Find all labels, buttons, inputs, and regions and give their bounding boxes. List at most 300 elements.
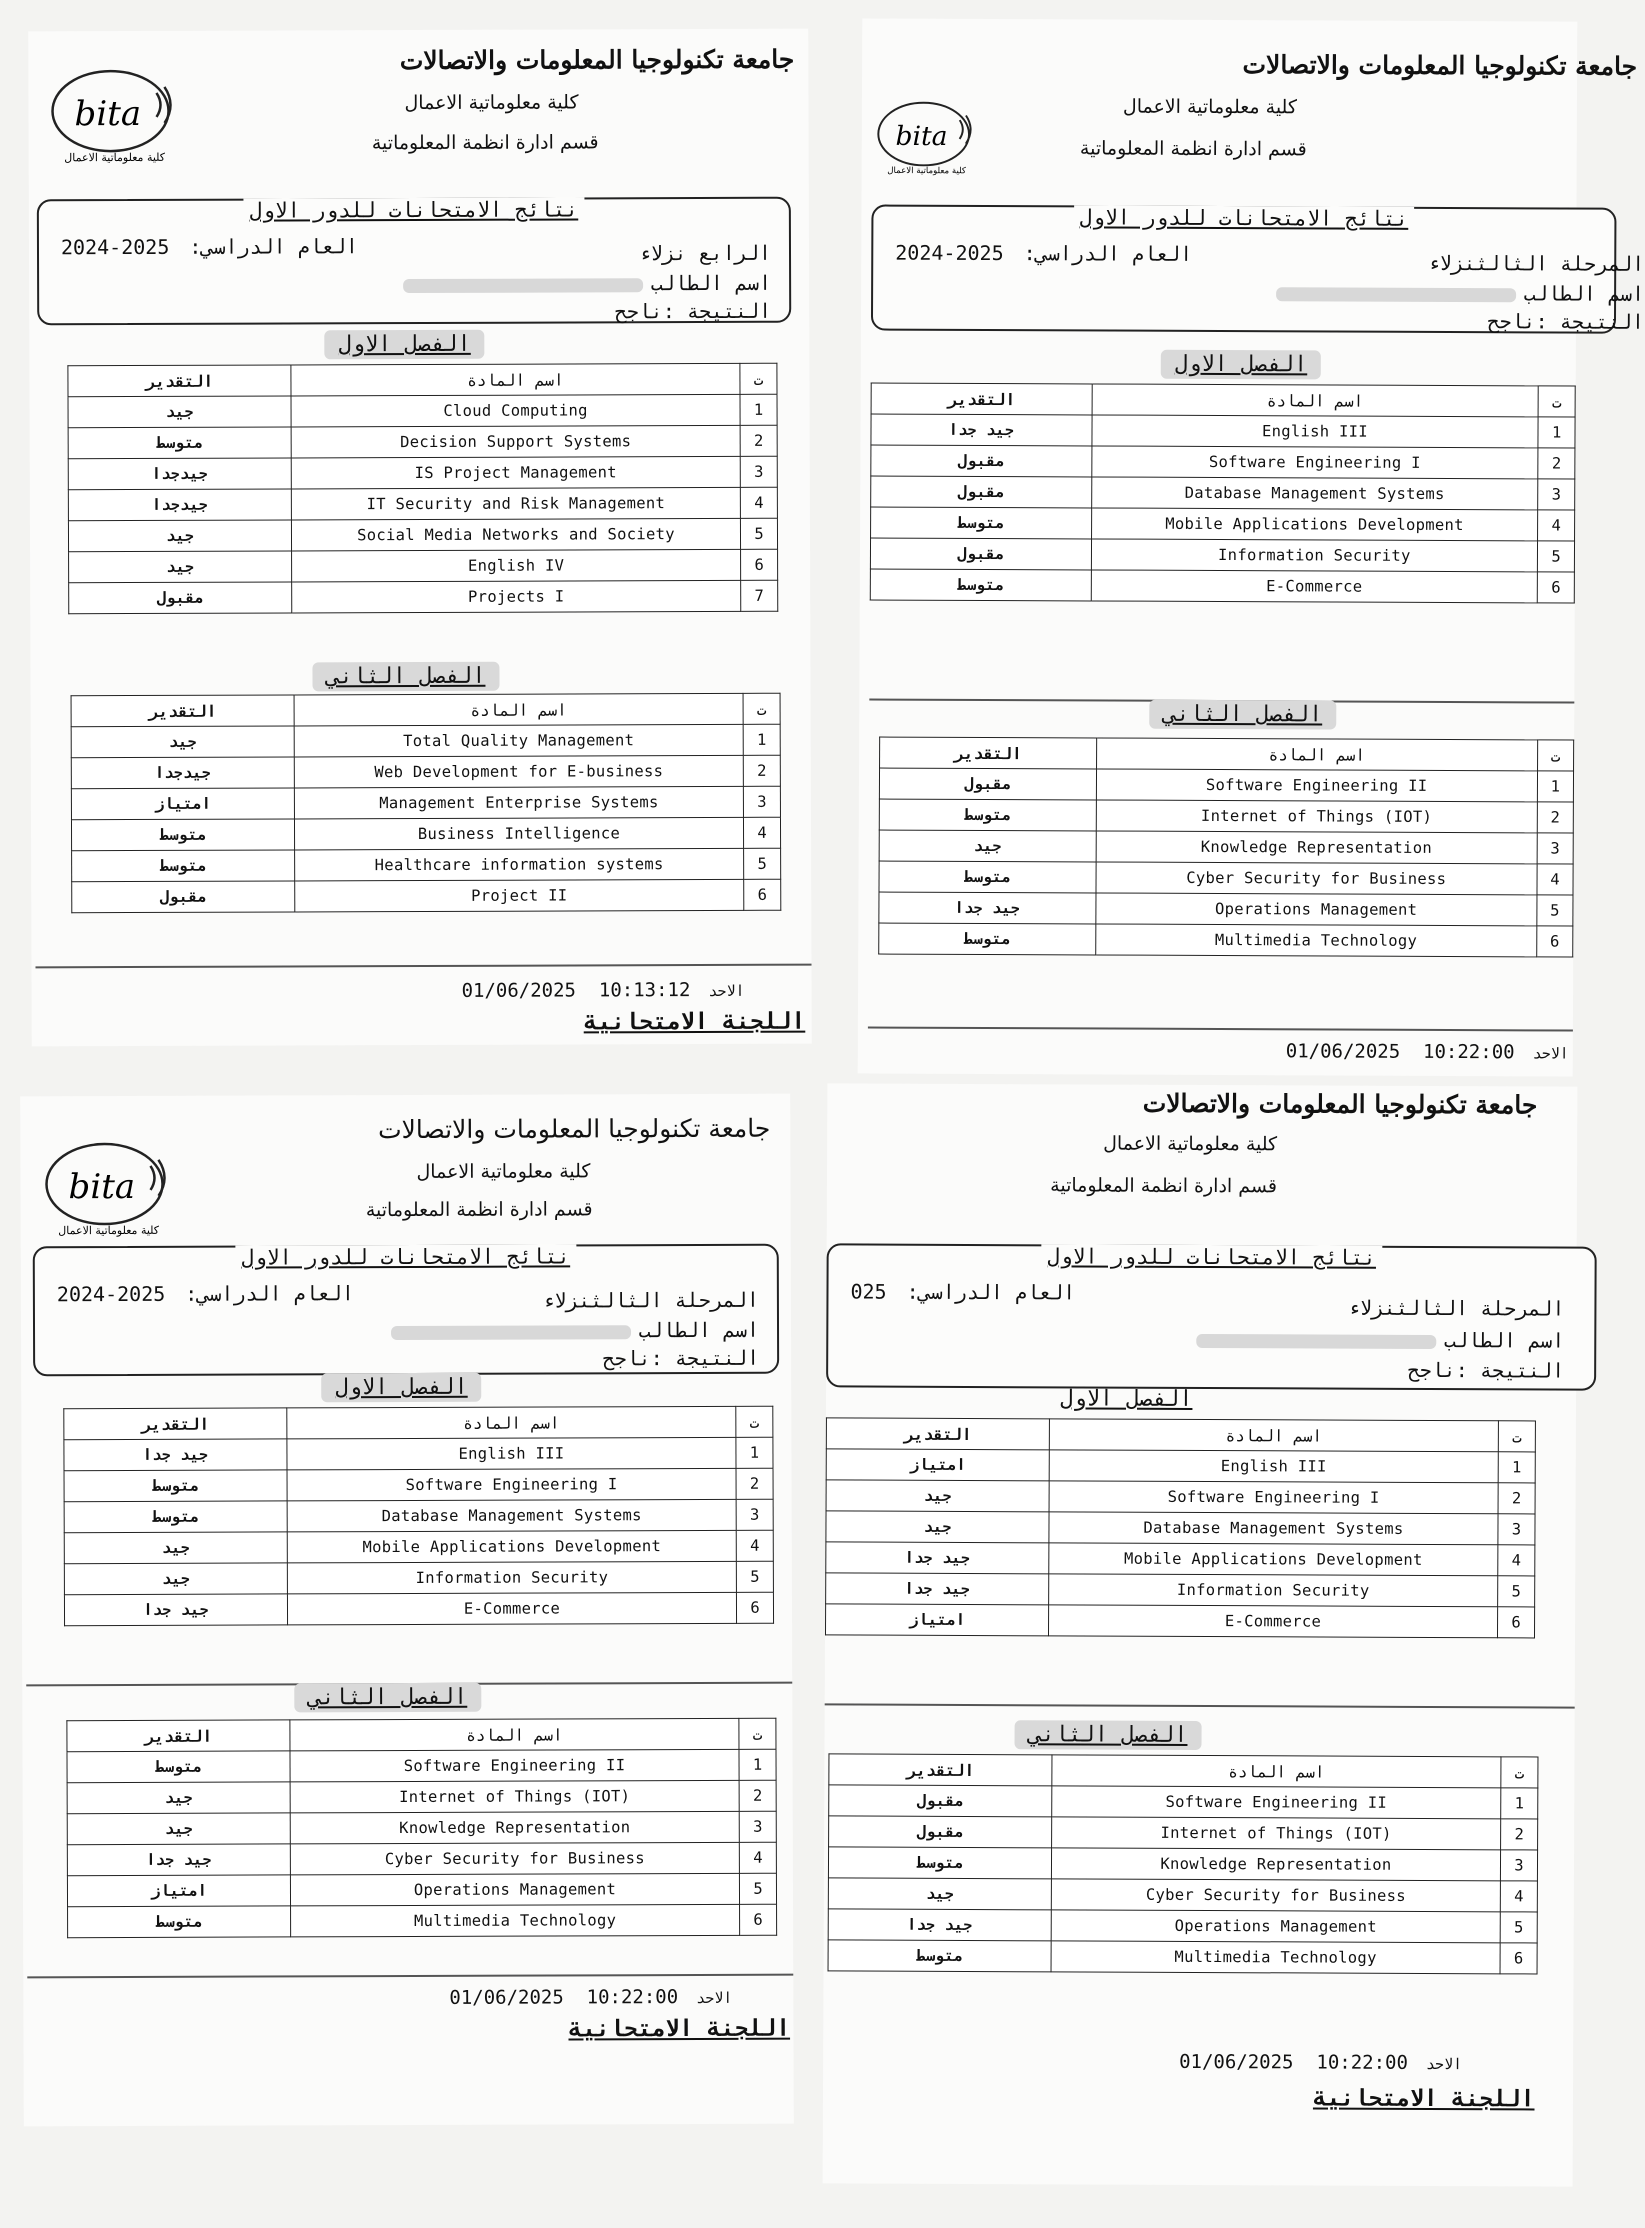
redacted-name	[1276, 287, 1516, 302]
grade-cell: امتياز	[71, 788, 294, 820]
time-value: 10:22:00	[1316, 2051, 1408, 2074]
grade-cell: جيدجدا	[68, 489, 291, 521]
row-number-cell: 2	[1498, 1483, 1535, 1514]
subject-cell: English IV	[292, 549, 741, 582]
grade-cell: جيد	[64, 1563, 287, 1595]
semester-2-table	[71, 693, 782, 913]
grade-cell: مقبول	[871, 476, 1092, 508]
logo-subtitle: كلية معلوماتية الاعمال	[58, 1223, 160, 1238]
subject-cell: Web Development for E-business	[294, 755, 743, 788]
row-number-cell: 2	[743, 755, 780, 786]
day-value: الاحد	[708, 981, 745, 1000]
table-row	[64, 1499, 773, 1532]
print-datetime	[449, 1986, 732, 2009]
row-number-cell: 6	[1500, 1943, 1537, 1974]
col-grade: التقدير	[871, 383, 1092, 415]
table-row	[68, 518, 777, 551]
academic-year: العام الدراسي:025	[850, 1279, 1076, 1305]
subject-cell: Mobile Applications Development	[1049, 1543, 1498, 1576]
grade-cell: متوسط	[67, 1751, 290, 1783]
table-row	[829, 1816, 1538, 1850]
subject-cell: Knowledge Representation	[1096, 831, 1537, 864]
table-row	[826, 1511, 1535, 1545]
grade-cell: امتياز	[67, 1875, 290, 1907]
student-name: اسم الطالب	[1276, 280, 1645, 306]
table-row	[826, 1449, 1535, 1483]
subject-cell: Information Security	[1049, 1574, 1498, 1607]
row-number-cell: 6	[741, 549, 778, 580]
table-body	[870, 414, 1575, 603]
col-subject: اسم المادة	[294, 693, 743, 726]
subject-cell: Software Engineering II	[1052, 1786, 1501, 1819]
table-row	[870, 538, 1574, 572]
subject-cell: Cyber Security for Business	[290, 1842, 739, 1875]
subject-cell: Internet of Things (IOT)	[1052, 1817, 1501, 1850]
table-row	[826, 1480, 1535, 1514]
grade-cell: متوسط	[828, 1847, 1051, 1879]
row-number-cell: 5	[1538, 541, 1575, 572]
subject-cell: Software Engineering I	[1091, 446, 1538, 479]
academic-year: العام الدراسي:2024-2025	[56, 1281, 354, 1307]
col-subject: اسم المادة	[291, 363, 740, 396]
table-row	[69, 549, 778, 582]
grade-cell: جيد	[879, 830, 1096, 862]
sheet-header	[862, 18, 1638, 177]
row-number-cell: 3	[740, 456, 777, 487]
col-grade: التقدير	[826, 1418, 1049, 1450]
table-row	[68, 456, 777, 489]
semester-1-title: الفصل الاول	[1059, 1386, 1193, 1412]
exam-title: نتائج الامتحانات للدور الاول	[1074, 205, 1415, 230]
exam-title: نتائج الامتحانات للدور الاول	[1041, 1244, 1382, 1269]
divider	[35, 964, 811, 969]
row-number-cell: 3	[743, 786, 780, 817]
grade-cell: متوسط	[68, 1906, 291, 1938]
row-number-cell: 5	[1500, 1912, 1537, 1943]
grade-cell: مقبول	[829, 1816, 1052, 1848]
redacted-name	[1196, 1333, 1436, 1348]
grade-cell: متوسط	[879, 923, 1096, 955]
row-number-cell: 6	[1497, 1607, 1534, 1638]
grade-cell: متوسط	[64, 1501, 287, 1533]
table-row	[64, 1468, 773, 1501]
exam-title: نتائج الامتحانات للدور الاول	[243, 197, 584, 222]
col-num: ت	[743, 693, 780, 724]
row-number-cell: 4	[743, 817, 780, 848]
exam-title: نتائج الامتحانات للدور الاول	[235, 1244, 576, 1269]
logo-text: bita	[74, 93, 142, 135]
row-number-cell: 2	[740, 425, 777, 456]
college-logo-icon	[38, 1126, 178, 1236]
row-number-cell: 6	[736, 1592, 773, 1623]
student-name: اسم الطالب	[391, 1318, 760, 1343]
table-header-row	[871, 383, 1575, 417]
row-number-cell: 3	[736, 1499, 773, 1530]
grade-cell: جيد	[69, 551, 292, 583]
college-name: كلية معلوماتية الاعمال	[404, 91, 579, 115]
subject-cell: Management Enterprise Systems	[294, 786, 743, 819]
col-num: ت	[1538, 386, 1575, 417]
table-row	[69, 580, 778, 613]
table-row	[828, 1909, 1537, 1943]
student-info-box	[871, 204, 1645, 334]
row-number-cell: 1	[743, 724, 780, 755]
col-num: ت	[740, 363, 777, 394]
table-row	[71, 724, 780, 757]
grade-cell: متوسط	[72, 850, 295, 882]
col-subject: اسم المادة	[1092, 384, 1539, 417]
table-header-row	[71, 693, 780, 726]
print-datetime	[1179, 2051, 1462, 2074]
student-stage: المرحلة الثالثنزلاء	[1427, 250, 1645, 276]
grade-cell: جيدجدا	[68, 458, 291, 490]
col-grade: التقدير	[64, 1408, 287, 1440]
college-name: كلية معلوماتية الاعمال	[416, 1160, 591, 1183]
row-number-cell: 1	[739, 1749, 776, 1780]
table-row	[871, 476, 1575, 510]
row-number-cell: 5	[1498, 1576, 1535, 1607]
subject-cell: Multimedia Technology	[291, 1904, 740, 1937]
table-row	[71, 817, 780, 850]
row-number-cell: 4	[1500, 1881, 1537, 1912]
department-name: قسم ادارة انظمة المعلوماتية	[1050, 1174, 1278, 1198]
table-row	[67, 1749, 776, 1782]
table-row	[879, 830, 1573, 864]
col-num: ت	[736, 1406, 773, 1437]
semester-1-table	[67, 363, 778, 614]
subject-cell: Business Intelligence	[294, 817, 743, 850]
semester-1-table	[870, 382, 1576, 603]
row-number-cell: 3	[1500, 1850, 1537, 1881]
grade-cell: جيد	[828, 1878, 1051, 1910]
subject-cell: Multimedia Technology	[1051, 1941, 1500, 1974]
subject-cell: Knowledge Representation	[290, 1811, 739, 1844]
row-number-cell: 3	[1498, 1514, 1535, 1545]
academic-year: العام الدراسي:2024-2025	[895, 240, 1193, 266]
grade-cell: مقبول	[870, 538, 1091, 570]
semester-2-title: الفصل الثاني	[1149, 700, 1336, 730]
row-number-cell: 3	[1537, 833, 1573, 864]
subject-cell: IS Project Management	[291, 456, 740, 489]
col-grade: التقدير	[68, 365, 291, 397]
redacted-name	[391, 1325, 631, 1340]
table-body	[825, 1449, 1535, 1638]
table-body	[67, 1749, 777, 1937]
subject-cell: Database Management Systems	[1091, 477, 1538, 510]
table-header-row	[826, 1418, 1535, 1452]
exam-committee: اللجنة الامتحانية	[1312, 2085, 1535, 2113]
subject-cell: Software Engineering II	[290, 1749, 739, 1782]
col-num: ت	[1498, 1421, 1535, 1452]
subject-cell: Software Engineering I	[1049, 1481, 1498, 1514]
subject-cell: Healthcare information systems	[295, 848, 744, 881]
department-name: قسم ادارة انظمة المعلوماتية	[371, 131, 599, 155]
grade-cell: جيد	[68, 396, 291, 428]
col-num: ت	[739, 1718, 776, 1749]
grade-cell: جيد	[64, 1532, 287, 1564]
col-grade: التقدير	[829, 1754, 1052, 1786]
table-row	[826, 1573, 1535, 1607]
row-number-cell: 4	[1538, 510, 1575, 541]
table-row	[879, 861, 1573, 895]
row-number-cell: 1	[1501, 1788, 1538, 1819]
table-body	[828, 1785, 1538, 1974]
table-row	[879, 892, 1573, 926]
student-result: النتيجة :ناجح	[1487, 309, 1645, 334]
col-subject: اسم المادة	[1049, 1419, 1498, 1452]
table-row	[67, 1842, 776, 1875]
subject-cell: Decision Support Systems	[291, 425, 740, 458]
subject-cell: Mobile Applications Development	[1091, 508, 1538, 541]
col-subject: اسم المادة	[1052, 1755, 1501, 1788]
row-number-cell: 2	[1501, 1819, 1538, 1850]
row-number-cell: 4	[740, 487, 777, 518]
subject-cell: Total Quality Management	[294, 724, 743, 757]
grade-cell: جيد	[67, 1782, 290, 1814]
university-name: جامعة تكنولوجيا المعلومات والاتصالات	[1242, 50, 1638, 81]
grade-cell: متوسط	[879, 799, 1096, 831]
result-sheet-2	[858, 18, 1645, 1076]
row-number-cell: 6	[1538, 572, 1575, 603]
row-number-cell: 1	[740, 394, 777, 425]
grade-cell: جيد	[826, 1511, 1049, 1543]
subject-cell: Database Management Systems	[287, 1499, 736, 1532]
subject-cell: Projects I	[292, 580, 741, 613]
grade-cell: متوسط	[871, 507, 1092, 539]
row-number-cell: 5	[1537, 895, 1573, 926]
table-row	[67, 1780, 776, 1813]
date-value: 01/06/2025	[1179, 2050, 1294, 2074]
logo-subtitle: كلية معلوماتية الاعمال	[64, 150, 166, 165]
row-number-cell: 2	[736, 1468, 773, 1499]
subject-cell: E-Commerce	[287, 1592, 736, 1625]
student-info-box	[33, 1244, 779, 1377]
date-value: 01/06/2025	[461, 979, 577, 1002]
university-name: جامعة تكنولوجيا المعلومات والاتصالات	[399, 44, 795, 76]
table-row	[64, 1437, 773, 1470]
divider	[27, 1974, 793, 1979]
subject-cell: Software Engineering II	[1096, 769, 1537, 802]
student-stage: المرحلة الثالثنزلاء	[1347, 1295, 1565, 1321]
student-result: النتيجة :ناجح	[614, 298, 772, 324]
grade-cell: جيد جدا	[64, 1439, 287, 1471]
university-name: جامعة تكنولوجيا المعلومات والاتصالات	[377, 1113, 771, 1145]
grade-cell: جيد جدا	[826, 1542, 1049, 1574]
row-number-cell: 1	[1537, 771, 1573, 802]
col-subject: اسم المادة	[290, 1718, 739, 1751]
college-name: كلية معلوماتية الاعمال	[1122, 95, 1297, 119]
subject-cell: Cyber Security for Business	[1051, 1879, 1500, 1912]
student-stage: الرابع نزلاء	[638, 240, 772, 266]
subject-cell: Multimedia Technology	[1095, 924, 1536, 957]
grade-cell: جيد جدا	[871, 414, 1092, 446]
subject-cell: English III	[287, 1437, 736, 1470]
table-row	[72, 848, 781, 881]
subject-cell: Operations Management	[1095, 893, 1536, 926]
grade-cell: مقبول	[879, 768, 1096, 800]
table-header-row	[68, 363, 777, 396]
college-logo-icon	[872, 88, 982, 177]
table-row	[825, 1604, 1534, 1638]
day-value: الاحد	[1532, 1044, 1569, 1063]
row-number-cell: 5	[744, 848, 781, 879]
result-sheet-1	[28, 29, 812, 1047]
table-row	[829, 1785, 1538, 1819]
semester-2-title: الفصل الثاني	[294, 1683, 481, 1713]
date-value: 01/06/2025	[1285, 1040, 1401, 1063]
subject-cell: Knowledge Representation	[1051, 1848, 1500, 1881]
semester-2-table	[66, 1718, 777, 1938]
redacted-name	[403, 278, 643, 293]
row-number-cell: 6	[740, 1904, 777, 1935]
subject-cell: Operations Management	[290, 1873, 739, 1906]
subject-cell: E-Commerce	[1091, 570, 1538, 603]
student-name: اسم الطالب	[1196, 1327, 1565, 1353]
table-row	[64, 1592, 773, 1625]
table-row	[879, 799, 1573, 833]
subject-cell: E-Commerce	[1048, 1605, 1497, 1638]
logo-text: bita	[895, 120, 948, 153]
grade-cell: متوسط	[879, 861, 1096, 893]
semester-1-table	[63, 1406, 774, 1626]
grade-cell: مقبول	[69, 582, 292, 614]
grade-cell: جيدجدا	[71, 757, 294, 789]
grade-cell: جيد جدا	[879, 892, 1096, 924]
table-row	[879, 768, 1573, 802]
grade-cell: مقبول	[829, 1785, 1052, 1817]
day-value: الاحد	[1425, 2054, 1463, 2074]
grade-cell: مقبول	[72, 881, 295, 913]
grade-cell: متوسط	[870, 569, 1091, 601]
col-grade: التقدير	[67, 1720, 290, 1752]
table-row	[871, 414, 1575, 448]
exam-committee: اللجنة الامتحانية	[568, 2015, 791, 2043]
subject-cell: IT Security and Risk Management	[291, 487, 740, 520]
result-sheet-4	[823, 1083, 1578, 2186]
subject-cell: Internet of Things (IOT)	[1096, 800, 1537, 833]
table-row	[68, 1904, 777, 1937]
semester-2-title: الفصل الثاني	[1015, 1720, 1202, 1750]
row-number-cell: 7	[741, 580, 778, 611]
subject-cell: Information Security	[1091, 539, 1538, 572]
table-row	[871, 445, 1575, 479]
semester-1-title: الفصل الاول	[321, 1373, 482, 1403]
col-grade: التقدير	[880, 737, 1097, 769]
row-number-cell: 1	[1498, 1452, 1535, 1483]
time-value: 10:22:00	[586, 1986, 679, 2009]
semester-1-table	[825, 1417, 1536, 1638]
print-datetime	[1286, 1040, 1569, 1063]
table-row	[870, 569, 1574, 603]
department-name: قسم ادارة انظمة المعلوماتية	[365, 1198, 593, 1222]
academic-year: العام الدراسي:2024-2025	[60, 234, 358, 260]
row-number-cell: 4	[736, 1530, 773, 1561]
grade-cell: متوسط	[828, 1940, 1051, 1972]
print-datetime	[462, 979, 745, 1002]
col-subject: اسم المادة	[287, 1406, 736, 1439]
row-number-cell: 2	[739, 1780, 776, 1811]
table-row	[826, 1542, 1535, 1576]
semester-1-title: الفصل الاول	[1161, 350, 1322, 380]
row-number-cell: 4	[1498, 1545, 1535, 1576]
semester-2-table	[878, 737, 1574, 958]
logo-subtitle: كلية معلوماتية الاعمال	[887, 165, 967, 177]
grade-cell: جيد	[71, 726, 294, 758]
grade-cell: جيد جدا	[67, 1844, 290, 1876]
grade-cell: متوسط	[68, 427, 291, 459]
college-logo-icon	[44, 53, 184, 163]
university-name: جامعة تكنولوجيا المعلومات والاتصالات	[1142, 1088, 1538, 1120]
row-number-cell: 1	[736, 1437, 773, 1468]
grade-cell: متوسط	[64, 1470, 287, 1502]
table-row	[68, 425, 777, 458]
table-row	[871, 507, 1575, 541]
divider	[825, 1703, 1575, 1708]
grade-cell: جيد	[826, 1480, 1049, 1512]
col-num: ت	[1537, 740, 1573, 771]
logo-text: bita	[68, 1166, 136, 1208]
table-row	[828, 1847, 1537, 1881]
student-info-box	[826, 1243, 1597, 1390]
row-number-cell: 3	[739, 1811, 776, 1842]
table-header-row	[829, 1754, 1538, 1788]
table-body	[879, 768, 1574, 957]
table-body	[64, 1437, 774, 1625]
grade-cell: جيد جدا	[826, 1573, 1049, 1605]
college-name: كلية معلوماتية الاعمال	[1103, 1132, 1278, 1156]
table-body	[68, 394, 778, 613]
table-row	[72, 879, 781, 912]
row-number-cell: 4	[739, 1842, 776, 1873]
row-number-cell: 2	[1537, 802, 1573, 833]
col-grade: التقدير	[71, 695, 294, 727]
col-num: ت	[1501, 1757, 1538, 1788]
row-number-cell: 6	[744, 879, 781, 910]
semester-1-title: الفصل الاول	[324, 330, 485, 360]
day-value: الاحد	[696, 1988, 733, 2007]
student-name: اسم الطالب	[403, 271, 772, 296]
table-row	[68, 394, 777, 427]
grade-cell: متوسط	[71, 819, 294, 851]
grade-cell: جيد	[67, 1813, 290, 1845]
row-number-cell: 5	[740, 518, 777, 549]
table-body	[71, 724, 781, 912]
subject-cell: Project II	[295, 879, 744, 912]
exam-committee: اللجنة الامتحانية	[583, 1008, 806, 1036]
subject-cell: Operations Management	[1051, 1910, 1500, 1943]
year-value: 2024-2025	[60, 234, 170, 260]
semester-2-table	[828, 1753, 1539, 1974]
table-row	[67, 1873, 776, 1906]
table-row	[71, 755, 780, 788]
department-name: قسم ادارة انظمة المعلوماتية	[1079, 137, 1307, 161]
row-number-cell: 5	[739, 1873, 776, 1904]
sheet-header	[28, 29, 809, 182]
sheet-header	[827, 1083, 1578, 1236]
year-value: 2024-2025	[56, 1281, 166, 1307]
divider	[868, 1026, 1573, 1031]
subject-cell: Information Security	[287, 1561, 736, 1594]
table-header-row	[880, 737, 1574, 771]
result-sheet-3	[20, 1094, 794, 2127]
table-row	[68, 487, 777, 520]
subject-cell: Social Media Networks and Society	[291, 518, 740, 551]
table-row	[67, 1811, 776, 1844]
table-row	[64, 1561, 773, 1594]
grade-cell: مقبول	[871, 445, 1092, 477]
grade-cell: امتياز	[826, 1449, 1049, 1481]
sheet-header	[20, 1094, 791, 1247]
